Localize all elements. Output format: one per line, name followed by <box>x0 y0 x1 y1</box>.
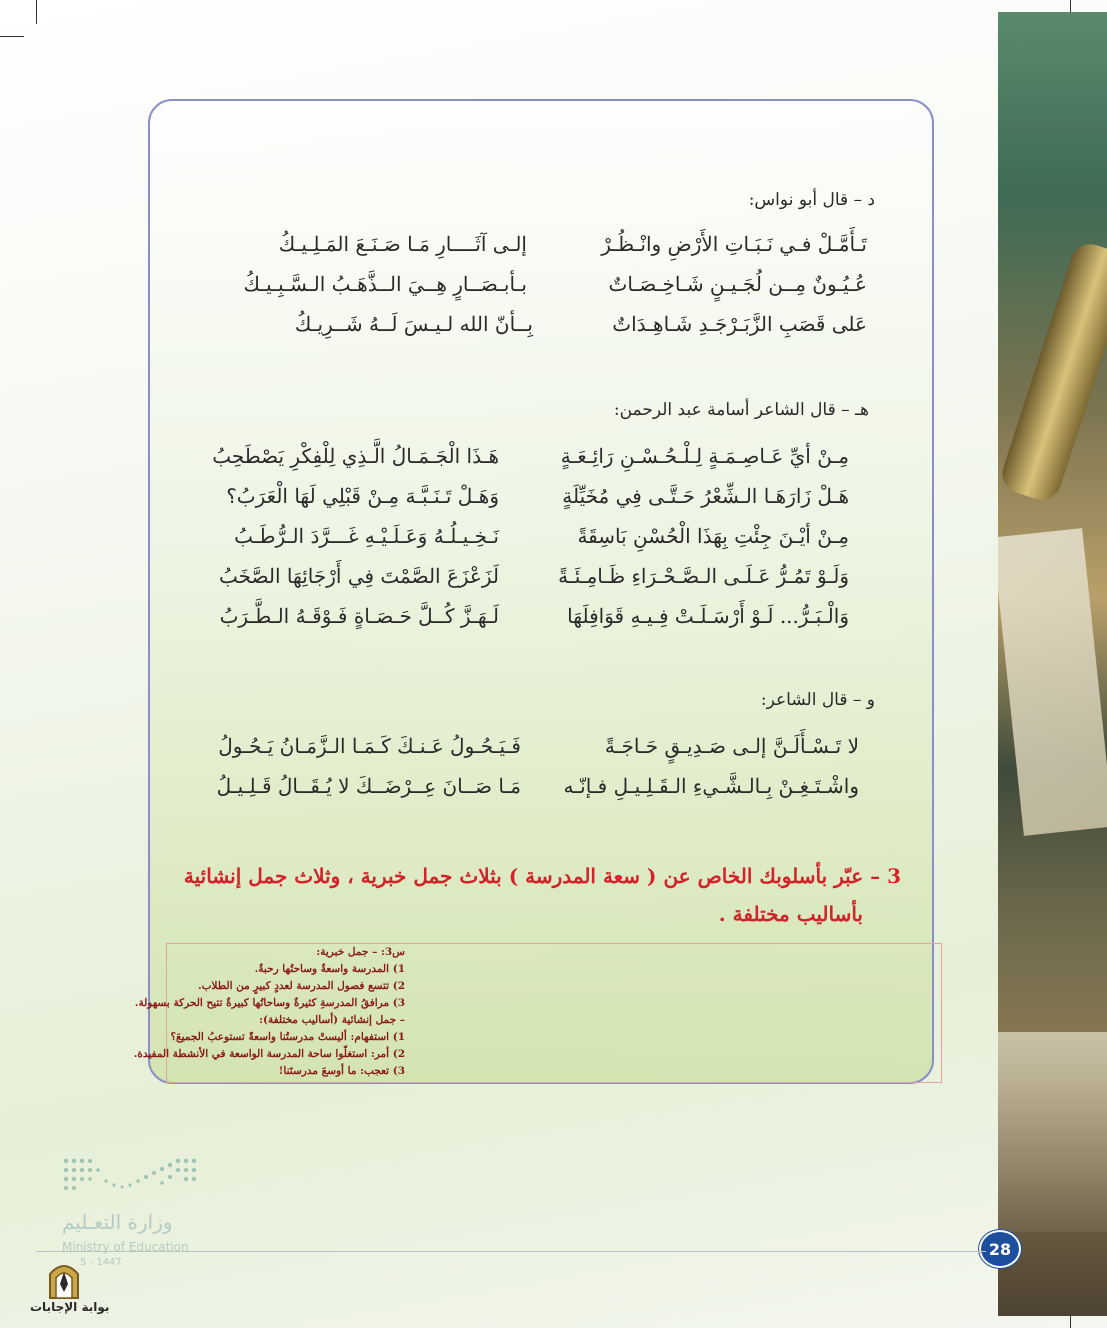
section-h-verse-left: نَـخِـيـلُـهُ وَعَـلَـيْـهِ غَـــرَّدَ الـرُّطَـبُ <box>234 524 499 548</box>
section-d-verse-right: عُـيُـونٌ مِــن لُجَـيـنٍ شَـاخِـصَـاتٌ <box>608 272 867 296</box>
page-number: 28 <box>979 1230 1021 1268</box>
section-d-heading: د – قال أبو نواس: <box>748 190 875 210</box>
section-w-verse-left: فَـيَـحُـولُ عَـنـكَ كَـمَـا الـزَّمَـانُ يَـحُـولُ <box>218 734 521 758</box>
section-h-verse-right: مِـنْ أيِّ عَـاصِـمَـةٍ لِـلْـحُـسْـنِ رَائِـعَـةٍ <box>560 444 849 468</box>
ministry-logo-icon <box>62 1155 202 1199</box>
ministry-name-english: Ministry of Education <box>62 1240 189 1254</box>
edition-year: 5 - 1447 <box>80 1257 122 1268</box>
section-h-verse-left: لَزَعْزَعَ الصَّمْتَ فِي أَرْجَائِهَا الصَّخَبُ <box>219 564 499 588</box>
newspaper-image <box>998 528 1107 836</box>
crop-mark <box>0 36 24 37</box>
section-d-verse-left: بـأبـصَــارٍ هِــيَ الــذَّهَـبُ الـسَّـبِـيـكُ <box>243 272 527 296</box>
section-h-verse-left: وَهَـلْ تَـنَـبَّـهَ مِـنْ قَبْلِي لَهَا الْعَرَبُ؟ <box>226 484 499 508</box>
section-h-verse-left: لَـهَـزَّ كُــلَّ حَـصَـاةٍ فَـوْقَـهُ الـطَّـرَبُ <box>219 604 499 628</box>
section-d-verse-left: إلـى آثَــــارِ مَـا صَـنَـعَ المَـلِـيـكُ <box>278 232 527 256</box>
section-h-verse-right: هَـلْ زَارَهَـا الـشِّعْرُ حَـتَّـى فِي مُخَيِّلَةٍ <box>562 484 849 508</box>
answer-line: س3: – جمل خبرية: <box>316 946 405 958</box>
crop-mark <box>36 0 37 24</box>
answers-gate-logo-icon <box>44 1256 84 1300</box>
answer-line: – جمل إنشائية (أساليب مختلفة): <box>259 1014 405 1026</box>
question-number: 3 <box>887 864 901 888</box>
section-w-heading: و – قال الشاعر: <box>760 690 875 710</box>
answer-line: 1) استفهام: أليستْ مدرستُنا واسعةً تستوعبُ الجميعَ؟ <box>170 1031 405 1043</box>
answer-line: 2) تتسع فصول المدرسة لعددٍ كبيرٍ من الطلاب. <box>197 980 405 992</box>
decorative-photo-strip <box>998 12 1107 1316</box>
answer-line: 2) أمر: استغلّوا ساحة المدرسة الواسعة في الأنشطة المفيدة. <box>133 1048 405 1060</box>
section-h-verse-right: وَلَـوْ تَمُـرُّ عَـلَـى الـصَّـحْـرَاءِ ظَـامِـئَـةً <box>558 564 849 588</box>
answer-line: 1) المدرسة واسعةٌ وساحتُها رحبةٌ. <box>254 963 405 975</box>
section-h-heading: هـ – قال الشاعر أسامة عبد الرحمن: <box>613 400 869 420</box>
answer-line: 3) تعجب: ما أوسعَ مدرستَنا! <box>278 1065 405 1077</box>
answers-gate-brand: بوابة الإجابات <box>30 1300 110 1314</box>
section-w-verse-right: واشْـتَـغِـنْ بِـالـشَّـيءِ الـقَـلِـيـلِ فـإنّـه <box>563 774 859 798</box>
lamp-image <box>998 1032 1107 1232</box>
question-line-1: – عبّر بأسلوبك الخاص عن ( سعة المدرسة ) بثلاث جمل خبرية ، وثلاث جمل إنشائية <box>183 864 881 888</box>
section-h-verse-right: مِـنْ أيْـنَ جِئْتِ بِهَذَا الْحُسْنِ بَاسِقَةً <box>577 524 849 548</box>
answer-line: 3) مرافقُ المدرسةِ كثيرةٌ وساحاتُها كبيرةٌ تتيح الحركة بسهولة. <box>134 997 405 1009</box>
section-d-verse-left: بِــأنّ الله لـيـسَ لَــهُ شَــرِيـكُ <box>294 312 533 336</box>
question-3 <box>184 864 901 888</box>
section-d-verse-right: تَـأَمَّـلْ فـي نَـبَـاتِ الأَرْضِ وانْـظُـرْ <box>601 232 867 256</box>
fountain-pen-image <box>998 239 1107 505</box>
section-d-verse-right: عَلى قَصَبِ الزَّبَـرْجَـدِ شَـاهِـدَاتٌ <box>612 312 867 336</box>
ministry-name-arabic: وزارة التعـليم <box>62 1210 173 1234</box>
section-h-verse-right: وَالْـبَـرُّ... لَـوْ أَرْسَـلَـتْ فِـيـهِ قَوَافِلَهَا <box>567 604 849 628</box>
section-w-verse-left: مَـا صَــانَ عِــرْضَــكَ لا يُـقَــالُ قَـلِـيـلُ <box>216 774 521 798</box>
question-3-line-2: بأساليب مختلفة . <box>718 902 863 926</box>
section-w-verse-right: لا تَـسْـأَلَـنَّ إلـى صَـدِيـقٍ حَـاجَـةً <box>604 734 859 758</box>
section-h-verse-left: هَـذَا الْجَـمَـالُ الَّـذِي لِلْفِكْرِ يَصْطَحِبُ <box>212 444 499 468</box>
